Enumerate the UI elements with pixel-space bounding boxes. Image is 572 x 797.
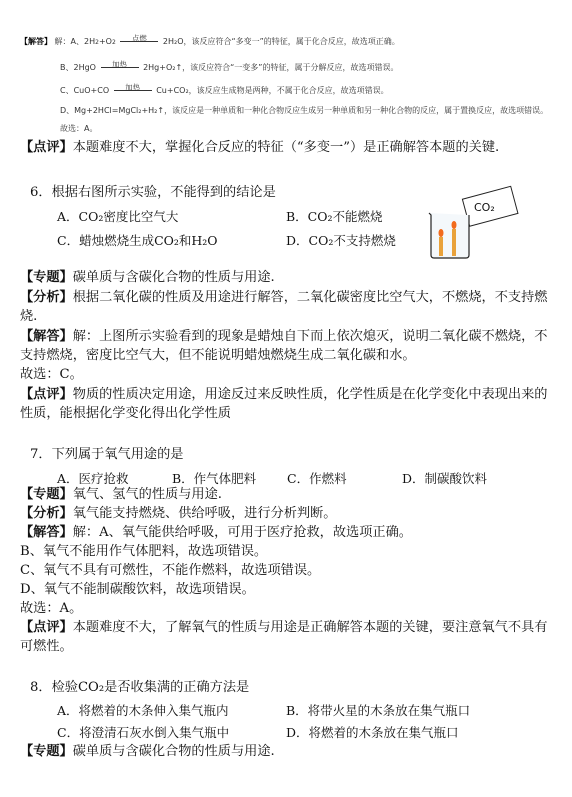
q8-option-d: D．将燃着的木条放在集气瓶口 xyxy=(286,725,459,740)
q7-analysis: 【分析】氧气能支持燃烧、供给呼吸，进行分析判断。 xyxy=(20,506,337,521)
q8-option-b: B．将带火星的木条放在集气瓶口 xyxy=(286,703,471,718)
beaker-figure xyxy=(425,185,550,260)
q6-option-c: C．蜡烛燃烧生成CO₂和H₂O xyxy=(57,233,218,248)
q6-comment: 【点评】物质的性质决定用途，用途反过来反映性质，化学性质是在化学变化中表现出来的性质，能根据化学变化得出化学性质 xyxy=(20,387,548,421)
q7-option-b: B．作气体肥料 xyxy=(172,471,257,486)
answer-tag: 【解答】 xyxy=(20,37,52,46)
answer-d-line: D、Mg+2HCl=MgCl₂+H₂↑，该反应是一种单质和一种化合物反应生成另一种单质和另一种化合物的反应，属于置换反应，故选项错误。 xyxy=(60,106,549,115)
q7-stem: 7．下列属于氧气用途的是 xyxy=(30,447,184,462)
q6-option-d: D．CO₂不支持燃烧 xyxy=(286,233,396,248)
q7-choice: 故选：A。 xyxy=(20,601,83,616)
q7-line-c: C、氧气不具有可燃性，不能作燃料，故选项错误。 xyxy=(20,563,321,578)
q7-line-b: B、氧气不能用作气体肥料，故选项错误。 xyxy=(20,544,268,559)
q5-comment: 【点评】本题难度不大，掌握化合反应的特征（“多变一”）是正确解答本题的关键. xyxy=(20,140,500,155)
reaction-arrow: 加热 xyxy=(101,67,139,68)
q7-topic: 【专题】氧气、氢气的性质与用途. xyxy=(20,487,223,502)
q8-option-a: A．将燃着的木条伸入集气瓶内 xyxy=(57,703,229,718)
beaker xyxy=(429,213,469,258)
q7-option-c: C．作燃料 xyxy=(287,471,347,486)
q7-comment: 【点评】本题难度不大，了解氧气的性质与用途是正确解答本题的关键，要注意氧气不具有可燃性。 xyxy=(20,620,548,654)
q8-stem: 8．检验CO₂是否收集满的正确方法是 xyxy=(30,680,250,695)
flame-icon xyxy=(452,221,457,229)
q6-stem: 6．根据右图所示实验，不能得到的结论是 xyxy=(30,185,276,200)
reaction-arrow: 加热 xyxy=(114,90,152,91)
q6-option-b: B．CO₂不能燃烧 xyxy=(286,209,383,224)
candle-tall xyxy=(452,229,456,256)
q8-option-c: C．将澄清石灰水倒入集气瓶中 xyxy=(57,725,230,740)
flame-icon xyxy=(439,229,444,237)
answer-b-line: B、2HgO 加热 2Hg+O₂↑，该反应符合“一变多”的特征，属于分解反应，故选项错误。 xyxy=(60,60,399,72)
reaction-arrow: 点燃 xyxy=(120,41,158,42)
candle-short xyxy=(439,237,443,256)
q8-topic: 【专题】碳单质与含碳化合物的性质与用途. xyxy=(20,744,275,759)
answer-choice: 故选：A。 xyxy=(60,124,98,133)
q7-option-a: A．医疗抢救 xyxy=(57,471,129,486)
q6-topic: 【专题】碳单质与含碳化合物的性质与用途. xyxy=(20,270,275,285)
q7-option-d: D．制碳酸饮料 xyxy=(402,471,488,486)
q6-option-a: A．CO₂密度比空气大 xyxy=(57,209,179,224)
co2-label: CO₂ xyxy=(474,201,495,214)
q7-line-d: D、氧气不能制碳酸饮料，故选项错误。 xyxy=(20,582,255,597)
q6-answer: 【解答】解：上图所示实验看到的现象是蜡烛自下而上依次熄灭，说明二氧化碳不燃烧，不支持燃烧，密度比空气大，但不能说明蜡烛燃烧生成二氧化碳和水。 xyxy=(20,329,548,363)
answer-c-line: C、CuO+CO 加热 Cu+CO₂，该反应生成物是两种，不属于化合反应，故选项错误。 xyxy=(60,83,389,95)
q6-analysis: 【分析】根据二氧化碳的性质及用途进行解答，二氧化碳密度比空气大，不燃烧，不支持燃烧. xyxy=(20,290,548,324)
answer-a-line: 【解答】 解：A、2H2+O2 点燃 2H₂O，该反应符合“多变一”的特征，属于化合反应，故选项正确。 xyxy=(20,34,400,46)
q7-answer: 【解答】解：A、氧气能供给呼吸，可用于医疗抢救，故选项正确。 xyxy=(20,525,412,540)
q6-choice: 故选：C。 xyxy=(20,367,83,382)
